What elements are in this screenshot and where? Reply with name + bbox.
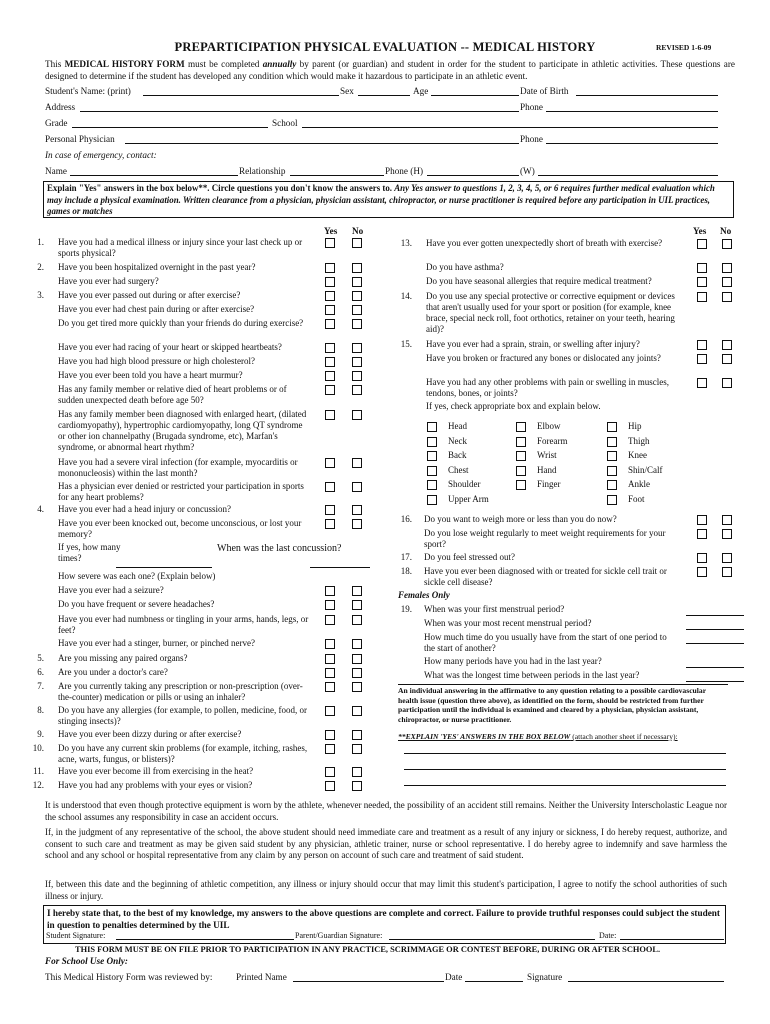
answer-field[interactable] xyxy=(686,643,744,644)
question-text: Have you ever had a head injury or concussion? xyxy=(58,504,231,514)
answer-field[interactable] xyxy=(686,667,744,668)
question-text: Have you ever been knocked out, become unconscious, or lost your memory? xyxy=(58,518,302,539)
explain-line-2[interactable] xyxy=(404,769,726,770)
no-checkbox[interactable] xyxy=(352,654,362,664)
grade-field[interactable] xyxy=(72,127,268,128)
body-part-checkbox[interactable] xyxy=(516,466,526,476)
body-part-checkbox[interactable] xyxy=(607,495,617,505)
yes-checkbox[interactable] xyxy=(325,767,335,777)
concussion-date-field[interactable] xyxy=(310,567,370,568)
yes-checkbox[interactable] xyxy=(325,600,335,610)
intro-text: This MEDICAL HISTORY FORM must be completed annually by parent (or guardian) and student in order for the student to participate in athletic activities. These questions are designed to determine if the student has developed any condition which would make it hazardous to participate in an athletic event. xyxy=(45,59,735,81)
yes-checkbox[interactable] xyxy=(325,458,335,468)
question-number: 19. xyxy=(400,604,412,614)
physician-phone-field[interactable] xyxy=(546,143,718,144)
question-number: 18. xyxy=(400,566,412,576)
phone-field[interactable] xyxy=(546,111,718,112)
question-number: 2. xyxy=(37,262,44,272)
body-part-label: Head xyxy=(448,421,467,431)
no-checkbox[interactable] xyxy=(352,305,362,315)
answer-field[interactable] xyxy=(686,629,744,630)
consent-paragraph: If, in the judgment of any representative of the school, the above student should need immediate care and treatment as a result of any injury or sickness, I do hereby request, authorize, and consent to such care and treatment as may be given said student by any physician, athletic trainer, nurse or school representative. I do hereby agree to indemnify and save harmless the school and any school or hospital representative from any claim by any person on account of such care and treatment of said student. xyxy=(45,827,727,860)
question-number: 13. xyxy=(400,238,412,248)
body-part-checkbox[interactable] xyxy=(427,451,437,461)
no-checkbox[interactable] xyxy=(352,277,362,287)
body-part-label: Hip xyxy=(628,421,642,431)
review-signature-field[interactable] xyxy=(568,981,724,982)
sex-label: Sex xyxy=(340,86,354,96)
body-part-label: Foot xyxy=(628,493,645,504)
body-part-checkbox[interactable] xyxy=(427,422,437,432)
body-part-checkbox[interactable] xyxy=(516,451,526,461)
review-signature-label: Signature xyxy=(527,972,563,982)
question-text: Has any family member been diagnosed with enlarged heart, (dilated cardiomyopathy), hypertrophic cardiomyopathy, long QT syndrome or other ion channelpathy (Brugada syndrome, etc), Marfan's syndrome, or abnormal heart rhythm? xyxy=(58,409,307,452)
no-checkbox[interactable] xyxy=(722,378,732,388)
yes-checkbox[interactable] xyxy=(325,263,335,273)
yes-checkbox[interactable] xyxy=(325,319,335,329)
question-text: Are you missing any paired organs? xyxy=(58,653,188,663)
question-text: Have you ever had a sprain, strain, or swelling after injury? xyxy=(426,339,640,349)
no-checkbox[interactable] xyxy=(722,263,732,273)
question-text: How much time do you usually have from the start of one period to the start of another? xyxy=(424,632,667,653)
body-part-checkbox[interactable] xyxy=(607,422,617,432)
body-part-label: Knee xyxy=(628,450,647,460)
no-checkbox[interactable] xyxy=(722,515,732,525)
left-no-header: No xyxy=(352,226,364,236)
question-text: Have you ever been dizzy during or after exercise? xyxy=(58,729,242,739)
question-text: Have you ever had surgery? xyxy=(58,276,159,286)
body-part-label: Wrist xyxy=(537,450,557,460)
question-number: 14. xyxy=(400,291,412,301)
question-text: When was your first menstrual period? xyxy=(424,604,565,614)
yes-checkbox[interactable] xyxy=(325,505,335,515)
question-text: Have you ever had chest pain during or after exercise? xyxy=(58,304,255,314)
reviewed-by-label: This Medical History Form was reviewed by: xyxy=(45,972,213,982)
body-part-checkbox[interactable] xyxy=(427,466,437,476)
question-text: Have you ever had racing of your heart or skipped heartbeats? xyxy=(58,342,282,352)
question-text: Do you use any special protective or corrective equipment or devices that aren't usually used for your sport or position (for example, knee brace, special neck roll, foot orthotics, retainer on your teeth, hearing aid)? xyxy=(426,291,675,334)
parent-signature-field[interactable] xyxy=(389,939,595,940)
question-text: Have you ever passed out during or after exercise? xyxy=(58,290,241,300)
question-text: Have you broken or fractured any bones or dislocated any joints? xyxy=(426,353,661,363)
yes-checkbox[interactable] xyxy=(697,567,707,577)
question-number: 12. xyxy=(32,780,44,790)
yes-checkbox[interactable] xyxy=(325,238,335,248)
review-date-field[interactable] xyxy=(465,981,523,982)
school-label: School xyxy=(272,118,298,128)
contact-name-field[interactable] xyxy=(70,175,238,176)
physician-field[interactable] xyxy=(125,143,519,144)
no-checkbox[interactable] xyxy=(352,482,362,492)
question-text: Has any family member or relative died of heart problems or of sudden unexpected death before age 50? xyxy=(58,384,287,405)
yes-checkbox[interactable] xyxy=(697,340,707,350)
yes-checkbox[interactable] xyxy=(325,343,335,353)
body-part-checkbox[interactable] xyxy=(607,451,617,461)
yes-checkbox[interactable] xyxy=(325,305,335,315)
yes-checkbox[interactable] xyxy=(325,781,335,791)
question-text: If yes, check appropriate box and explain below. xyxy=(426,401,601,411)
right-yes-header: Yes xyxy=(693,226,707,236)
question-number: 4. xyxy=(37,504,44,514)
question-text: Have you ever had numbness or tingling in your arms, hands, legs, or feet? xyxy=(58,614,309,635)
body-part-label: Shin/Calf xyxy=(628,464,663,475)
question-number: 17. xyxy=(400,552,412,562)
no-checkbox[interactable] xyxy=(352,343,362,353)
body-part-checkbox[interactable] xyxy=(516,437,526,447)
yes-checkbox[interactable] xyxy=(325,385,335,395)
instructions-box: Explain "Yes" answers in the box below**. Circle questions you don't know the answers to. Any Yes answer to questions 1, 2, 3, 4, 5, or 6 requires further medical evaluation which may include a physical examination. Written clearance from a physician, physician assistant, chiropractor, or nurse practitioner is required before any participation in UIL practices, games or matches xyxy=(43,181,734,218)
question-text: Have you been hospitalized overnight in the past year? xyxy=(58,262,256,272)
question-text: Have you had a severe viral infection (for example, myocarditis or mononucleosis) within the last month? xyxy=(58,457,298,478)
concussion-count-field[interactable] xyxy=(116,567,212,568)
yes-checkbox[interactable] xyxy=(697,354,707,364)
left-yes-header: Yes xyxy=(324,226,338,236)
no-checkbox[interactable] xyxy=(352,600,362,610)
yes-checkbox[interactable] xyxy=(697,277,707,287)
body-part-label: Ankle xyxy=(628,479,650,489)
no-checkbox[interactable] xyxy=(352,505,362,515)
phone-w-field[interactable] xyxy=(538,175,718,176)
body-part-label: Neck xyxy=(448,435,467,446)
yes-checkbox[interactable] xyxy=(325,519,335,529)
question-text: Do you get tired more quickly than your friends do during exercise? xyxy=(58,318,304,328)
no-checkbox[interactable] xyxy=(352,385,362,395)
yes-checkbox[interactable] xyxy=(697,529,707,539)
student-signature-field[interactable] xyxy=(116,939,294,940)
yes-checkbox[interactable] xyxy=(325,615,335,625)
concussion-label: When was the last concussion? xyxy=(217,543,342,554)
body-part-checkbox[interactable] xyxy=(607,466,617,476)
yes-checkbox[interactable] xyxy=(325,682,335,692)
body-part-checkbox[interactable] xyxy=(427,495,437,505)
no-checkbox[interactable] xyxy=(352,615,362,625)
no-checkbox[interactable] xyxy=(352,668,362,678)
notify-paragraph: If, between this date and the beginning of athletic competition, any illness or injury should occur that may limit this student's participation, I agree to notify the school authorities of such illness or injury. xyxy=(45,879,727,901)
yes-checkbox[interactable] xyxy=(697,378,707,388)
question-number: 11. xyxy=(33,766,44,776)
no-checkbox[interactable] xyxy=(352,706,362,716)
yes-checkbox[interactable] xyxy=(697,553,707,563)
body-part-checkbox[interactable] xyxy=(607,437,617,447)
body-part-label: Shoulder xyxy=(448,479,481,489)
question-text: Do you have any allergies (for example, to pollen, medicine, food, or stinging insects)? xyxy=(58,705,308,726)
no-checkbox[interactable] xyxy=(352,357,362,367)
body-part-label: Finger xyxy=(537,479,561,489)
school-use-heading: For School Use Only: xyxy=(45,956,128,966)
address-field[interactable] xyxy=(80,111,519,112)
body-part-label: Upper Arm xyxy=(448,493,489,504)
question-text: Do you lose weight regularly to meet weight requirements for your sport? xyxy=(424,528,666,549)
no-checkbox[interactable] xyxy=(722,239,732,249)
yes-checkbox[interactable] xyxy=(697,515,707,525)
question-text: Do you feel stressed out? xyxy=(424,552,515,562)
phone-w-label: (W) xyxy=(520,166,535,176)
question-text: Have you ever been told you have a heart murmur? xyxy=(58,370,243,380)
cardio-notice: An individual answering in the affirmative to any question relating to a possible cardiovascular health issue (question three above), as identified on the form, should be restricted from further participation until the individual is examined and cleared by a physician, physician assistant, chiropractor, or nurse practitioner. xyxy=(398,684,728,724)
no-checkbox[interactable] xyxy=(352,730,362,740)
yes-checkbox[interactable] xyxy=(697,239,707,249)
school-field[interactable] xyxy=(302,127,718,128)
relationship-label: Relationship xyxy=(239,166,286,176)
body-part-label: Forearm xyxy=(537,435,568,446)
relationship-field[interactable] xyxy=(290,175,384,176)
explain-line-3[interactable] xyxy=(404,785,726,786)
no-checkbox[interactable] xyxy=(352,781,362,791)
sex-field[interactable] xyxy=(358,95,410,96)
question-text: Are you under a doctor's care? xyxy=(58,667,168,677)
question-text: Have you had a medical illness or injury since your last check up or sports physical? xyxy=(58,237,303,258)
yes-checkbox[interactable] xyxy=(325,291,335,301)
question-number: 7. xyxy=(37,681,44,691)
yes-checkbox[interactable] xyxy=(697,292,707,302)
grade-label: Grade xyxy=(45,118,68,128)
contact-name-label: Name xyxy=(45,166,67,176)
yes-checkbox[interactable] xyxy=(697,263,707,273)
phone-h-label: Phone (H) xyxy=(385,166,424,176)
no-checkbox[interactable] xyxy=(722,354,732,364)
file-notice: THIS FORM MUST BE ON FILE PRIOR TO PARTICIPATION IN ANY PRACTICE, SCRIMMAGE OR CONTEST BEFORE, DURING OR AFTER SCHOOL. xyxy=(75,945,661,954)
physician-label: Personal Physician xyxy=(45,134,115,144)
explain-yes-label: **EXPLAIN 'YES' ANSWERS IN THE BOX BELOW (attach another sheet if necessary): xyxy=(398,732,678,741)
right-no-header: No xyxy=(720,226,732,236)
physician-phone-label: Phone xyxy=(520,134,543,144)
question-text: How severe was each one? (Explain below) xyxy=(58,571,216,581)
no-checkbox[interactable] xyxy=(722,529,732,539)
no-checkbox[interactable] xyxy=(352,767,362,777)
statement-text: I hereby state that, to the best of my knowledge, my answers to the above questions are complete and correct. Failure to provide truthful responses could subject the student in question to penalties determined by the UIL xyxy=(47,908,720,930)
printed-name-label: Printed Name xyxy=(236,972,287,982)
question-text: Do you have asthma? xyxy=(426,262,504,272)
student-name-field[interactable] xyxy=(143,95,339,96)
phone-label: Phone xyxy=(520,102,543,112)
review-date-label: Date xyxy=(445,972,463,982)
no-checkbox[interactable] xyxy=(722,277,732,287)
question-number: 10. xyxy=(32,743,44,753)
question-text: Are you currently taking any prescription or non-prescription (over-the-counter) medication or pills or using an inhaler? xyxy=(58,681,303,702)
address-label: Address xyxy=(45,102,76,112)
no-checkbox[interactable] xyxy=(352,291,362,301)
student-name-label: Student's Name: (print) xyxy=(45,86,131,96)
yes-checkbox[interactable] xyxy=(325,357,335,367)
age-field[interactable] xyxy=(431,95,519,96)
body-part-label: Hand xyxy=(537,464,557,475)
no-checkbox[interactable] xyxy=(722,340,732,350)
no-checkbox[interactable] xyxy=(352,458,362,468)
body-part-label: Chest xyxy=(448,464,469,475)
phone-h-field[interactable] xyxy=(427,175,519,176)
question-number: 9. xyxy=(37,729,44,739)
question-text: Do you want to weigh more or less than you do now? xyxy=(424,514,617,524)
question-number: 15. xyxy=(400,339,412,349)
body-part-checkbox[interactable] xyxy=(607,480,617,490)
no-checkbox[interactable] xyxy=(352,410,362,420)
form-title: PREPARTICIPATION PHYSICAL EVALUATION -- MEDICAL HISTORY xyxy=(174,40,596,54)
question-text: Have you had high blood pressure or high cholesterol? xyxy=(58,356,255,366)
no-checkbox[interactable] xyxy=(352,744,362,754)
parent-signature-label: Parent/Guardian Signature: xyxy=(295,931,383,940)
emergency-label: In case of emergency, contact: xyxy=(45,150,157,160)
student-signature-label: Student Signature: xyxy=(46,931,106,940)
yes-checkbox[interactable] xyxy=(325,371,335,381)
females-only-heading: Females Only xyxy=(398,590,450,600)
yes-checkbox[interactable] xyxy=(325,744,335,754)
question-text: Have you ever had a stinger, burner, or pinched nerve? xyxy=(58,638,255,648)
revision-label: REVISED 1-6-09 xyxy=(656,43,712,52)
answer-field[interactable] xyxy=(686,615,744,616)
question-text: Do you have any current skin problems (for example, itching, rashes, acne, warts, fungus, or blisters)? xyxy=(58,743,308,764)
question-text: When was your most recent menstrual period? xyxy=(424,618,592,628)
question-text: Has a physician ever denied or restricted your participation in sports for any heart problems? xyxy=(58,481,304,502)
liability-paragraph: It is understood that even though protective equipment is worn by the athlete, whenever needed, the possibility of an accident still remains. Neither the University Interscholastic League nor the school assumes any responsibility in case an accident occurs. xyxy=(45,800,727,822)
question-number: 6. xyxy=(37,667,44,677)
body-part-checkbox[interactable] xyxy=(516,480,526,490)
dob-label: Date of Birth xyxy=(520,86,569,96)
body-part-checkbox[interactable] xyxy=(516,422,526,432)
question-number: 8. xyxy=(37,705,44,715)
body-part-checkbox[interactable] xyxy=(427,480,437,490)
signature-date-field[interactable] xyxy=(620,939,724,940)
signature-date-label: Date: xyxy=(599,931,617,940)
no-checkbox[interactable] xyxy=(352,519,362,529)
no-checkbox[interactable] xyxy=(722,292,732,302)
dob-field[interactable] xyxy=(576,95,718,96)
question-text: Have you had any problems with your eyes or vision? xyxy=(58,780,253,790)
no-checkbox[interactable] xyxy=(352,639,362,649)
question-text: How many periods have you had in the last year? xyxy=(424,656,602,666)
yes-checkbox[interactable] xyxy=(325,410,335,420)
body-part-checkbox[interactable] xyxy=(427,437,437,447)
no-checkbox[interactable] xyxy=(722,553,732,563)
question-text: Have you ever been diagnosed with or treated for sickle cell trait or sickle cell disease? xyxy=(424,566,667,587)
answer-field[interactable] xyxy=(686,681,744,682)
body-part-label: Thigh xyxy=(628,435,650,446)
yes-checkbox[interactable] xyxy=(325,639,335,649)
question-text: Do you have frequent or severe headaches? xyxy=(58,599,215,609)
yes-checkbox[interactable] xyxy=(325,277,335,287)
question-text: Have you had any other problems with pain or swelling in muscles, tendons, bones, or joints? xyxy=(426,377,669,398)
question-text: Have you ever gotten unexpectedly short of breath with exercise? xyxy=(426,238,663,248)
no-checkbox[interactable] xyxy=(352,586,362,596)
question-number: 3. xyxy=(37,290,44,300)
body-part-label: Elbow xyxy=(537,421,561,431)
question-text: If yes, how many times? xyxy=(58,542,121,563)
question-number: 16. xyxy=(400,514,412,524)
yes-checkbox[interactable] xyxy=(325,706,335,716)
explain-line-1[interactable] xyxy=(404,753,726,754)
yes-checkbox[interactable] xyxy=(325,586,335,596)
yes-checkbox[interactable] xyxy=(325,482,335,492)
age-label: Age xyxy=(413,86,429,96)
question-text: Do you have seasonal allergies that require medical treatment? xyxy=(426,276,652,286)
printed-name-field[interactable] xyxy=(293,981,444,982)
question-number: 5. xyxy=(37,653,44,663)
question-text: What was the longest time between periods in the last year? xyxy=(424,670,640,680)
question-text: Have you ever become ill from exercising in the heat? xyxy=(58,766,254,776)
yes-checkbox[interactable] xyxy=(325,730,335,740)
no-checkbox[interactable] xyxy=(352,238,362,248)
no-checkbox[interactable] xyxy=(352,263,362,273)
no-checkbox[interactable] xyxy=(352,371,362,381)
yes-checkbox[interactable] xyxy=(325,668,335,678)
no-checkbox[interactable] xyxy=(352,319,362,329)
no-checkbox[interactable] xyxy=(352,682,362,692)
no-checkbox[interactable] xyxy=(722,567,732,577)
question-text: Have you ever had a seizure? xyxy=(58,585,164,595)
question-number: 1. xyxy=(37,237,44,247)
body-part-label: Back xyxy=(448,450,467,460)
yes-checkbox[interactable] xyxy=(325,654,335,664)
